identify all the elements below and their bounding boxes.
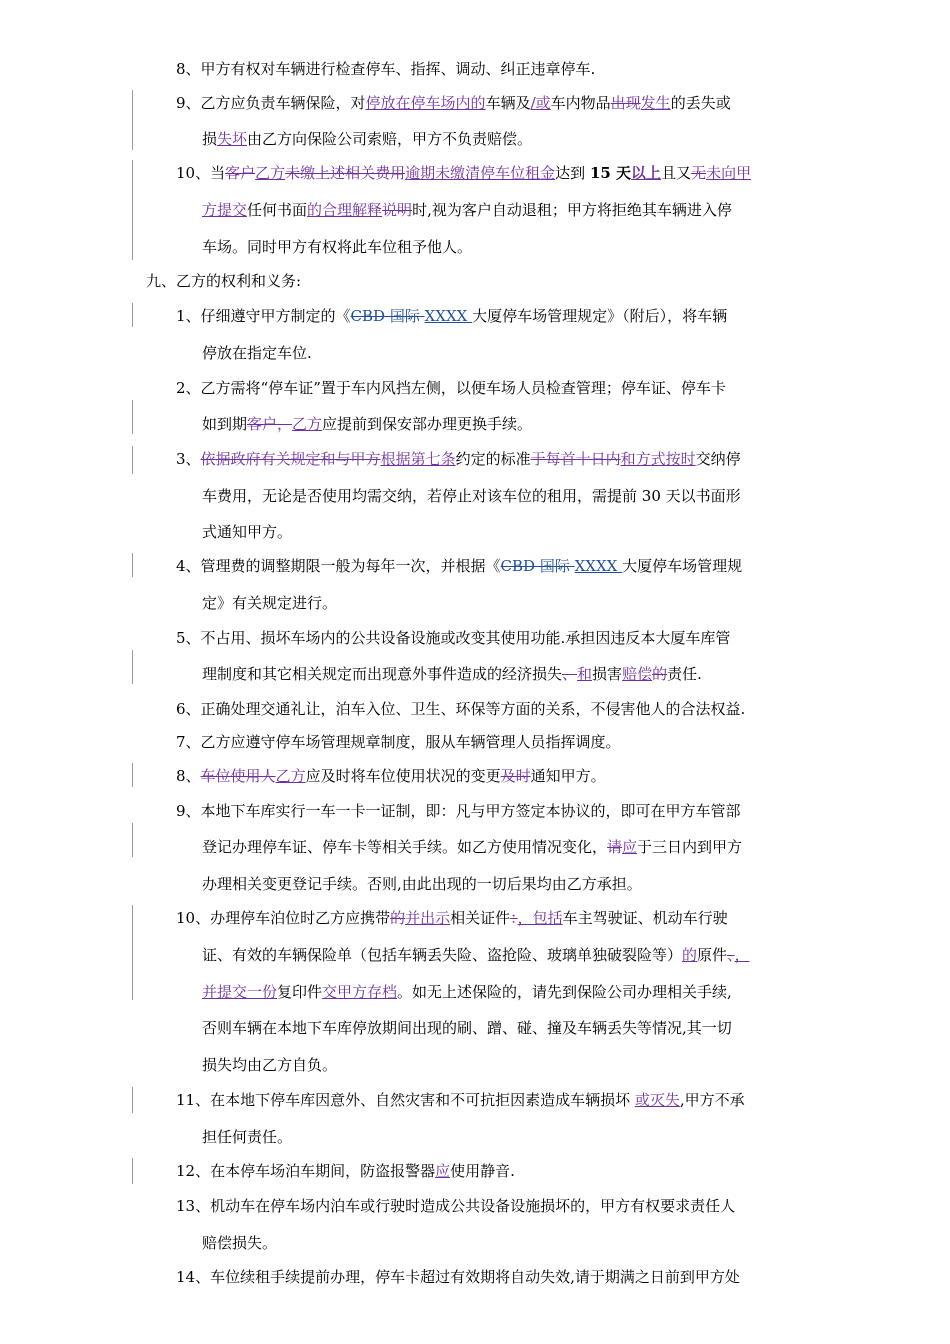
text-run: 约定的标准 xyxy=(455,450,531,468)
text-run: 应及时将车位使用状况的变更 xyxy=(305,767,501,785)
text-run: 任何书面 xyxy=(247,201,308,219)
text-run: 11、在本地下停车库因意外、自然灾害和不可抗拒因素造成车辆损坏 xyxy=(176,1091,635,1109)
deleted-text: 、 xyxy=(727,946,735,964)
text-line xyxy=(176,92,731,114)
inserted-text: 方提交 xyxy=(202,201,248,219)
inserted-text: 和方式按时 xyxy=(620,450,696,468)
text-run: 车场。同时甲方有权将此车位租予他人。 xyxy=(202,238,473,256)
deleted-text: 的 xyxy=(652,665,668,683)
deleted-text: CBD 国际 xyxy=(350,307,425,325)
deleted-text: ： xyxy=(510,909,518,927)
text-run: 且又 xyxy=(661,164,692,182)
text-run: 交纳停 xyxy=(695,450,741,468)
deleted-text: CBD 国际 xyxy=(500,557,575,575)
text-line xyxy=(176,377,726,399)
change-bar xyxy=(132,553,133,577)
inserted-text: 乙方 xyxy=(292,415,323,433)
text-line xyxy=(202,944,750,966)
text-line xyxy=(202,236,472,258)
text-line xyxy=(176,1266,740,1288)
text-line xyxy=(202,413,532,435)
text-line xyxy=(202,485,741,507)
text-line xyxy=(176,731,621,753)
inserted-text: 逾期未缴清停车位租金 xyxy=(405,164,556,182)
text-run: 通知甲方。 xyxy=(530,767,606,785)
text-line xyxy=(176,698,745,720)
text-line xyxy=(176,765,606,787)
text-line xyxy=(202,592,337,614)
change-bar xyxy=(132,400,133,434)
inserted-text: ， xyxy=(734,946,750,964)
text-line xyxy=(176,800,741,822)
change-bar xyxy=(132,905,133,1000)
text-line xyxy=(202,1054,337,1076)
text-run: 损失均由乙方自负。 xyxy=(202,1056,338,1074)
inserted-text: 和 xyxy=(577,665,593,683)
change-bar xyxy=(132,763,133,787)
text-run: 证、有效的车辆保险单（包括车辆丢失险、盗抢险、玻璃单独破裂险等） xyxy=(202,946,683,964)
text-run: 式通知甲方。 xyxy=(202,523,293,541)
text-line xyxy=(176,1089,745,1111)
text-run: 9、乙方应负责车辆保险，对 xyxy=(176,94,366,112)
text-run: 15 天 xyxy=(589,164,632,182)
text-run: 于三日内到甲方 xyxy=(637,838,743,856)
text-run: 使用静音. xyxy=(450,1162,515,1180)
text-run: 13、机动车在停车场内泊车或行驶时造成公共设备设施损坏的，甲方有权要求责任人 xyxy=(176,1197,736,1215)
text-line xyxy=(202,1017,732,1039)
text-run: 8、甲方有权对车辆进行检查停车、指挥、调动、纠正违章停车. xyxy=(176,60,596,78)
inserted-text: 应 xyxy=(435,1162,451,1180)
text-line xyxy=(202,873,642,895)
text-line xyxy=(176,448,741,470)
inserted-text: 以上 xyxy=(631,164,662,182)
inserted-text: 失坏 xyxy=(217,130,248,148)
text-run: 10、当 xyxy=(176,164,226,182)
text-run: 9、本地下车库实行一车一卡一证制，即：凡与甲方签定本协议的，即可在甲方车管部 xyxy=(176,802,741,820)
inserted-text: XXXX xyxy=(574,557,623,575)
text-run: 原件 xyxy=(697,946,728,964)
deleted-text: 客户， xyxy=(247,415,293,433)
inserted-text: XXXX xyxy=(424,307,473,325)
deleted-text: 、 xyxy=(562,665,578,683)
text-line xyxy=(202,836,742,858)
text-run: 责任. xyxy=(667,665,702,683)
deleted-text: 于每首十日内 xyxy=(530,450,621,468)
text-line xyxy=(202,128,532,150)
text-run: 担任何责任。 xyxy=(202,1128,293,1146)
inserted-text: 乙方 xyxy=(255,164,286,182)
text-run: 7、乙方应遵守停车场管理规章制度，服从车辆管理人员指挥调度。 xyxy=(176,733,621,751)
text-run: 否则车辆在本地下车库停放期间出现的刷、蹭、碰、撞及车辆丢失等情况,其一切 xyxy=(202,1019,732,1037)
text-run: 10、办理停车泊位时乙方应携带 xyxy=(176,909,391,927)
inserted-text: 的 xyxy=(682,946,698,964)
text-run: 应提前到保安部办理更换手续。 xyxy=(322,415,533,433)
text-line xyxy=(202,1232,277,1254)
text-line xyxy=(176,627,730,649)
text-run: 的丢失或 xyxy=(670,94,731,112)
text-run: 九、乙方的权利和义务: xyxy=(146,272,302,290)
text-run: 相关证件 xyxy=(450,909,511,927)
text-run: 理制度和其它相关规定而出现意外事件造成的经济损失 xyxy=(202,665,563,683)
inserted-text: 停放在停车场内的 xyxy=(365,94,486,112)
text-run: 大厦停车场管理规定》（附后），将车辆 xyxy=(472,307,728,325)
text-run: 时,视为客户自动退租；甲方将拒绝其车辆进入停 xyxy=(412,201,732,219)
inserted-text: 发生 xyxy=(640,94,671,112)
deleted-text: 出现 xyxy=(610,94,641,112)
text-run: 车费用，无论是否使用均需交纳，若停止对该车位的租用，需提前 30 天以书面形 xyxy=(202,487,741,505)
deleted-text: 客户 xyxy=(225,164,256,182)
text-line xyxy=(202,981,732,1003)
change-bar xyxy=(132,446,133,474)
text-line xyxy=(202,199,732,221)
inserted-text: /或 xyxy=(530,94,551,112)
text-run: 由乙方向保险公司索赔，甲方不负责赔偿。 xyxy=(247,130,533,148)
text-run: 办理相关变更登记手续。否则,由此出现的一切后果均由乙方承担。 xyxy=(202,875,642,893)
text-run: 车内物品 xyxy=(550,94,611,112)
text-run: 达到 xyxy=(555,164,590,182)
text-line xyxy=(202,521,292,543)
inserted-text: 根据第七条 xyxy=(380,450,456,468)
text-run: 6、正确处理交通礼让，泊车入位、卫生、环保等方面的关系，不侵害他人的合法权益. xyxy=(176,700,746,718)
inserted-text: ，包括 xyxy=(517,909,563,927)
text-run: 。如无上述保险的，请先到保险公司办理相关手续, xyxy=(397,983,732,1001)
text-line xyxy=(202,342,312,364)
text-line xyxy=(176,305,727,327)
change-bar xyxy=(132,823,133,857)
deleted-text: 车位使用人 xyxy=(200,767,276,785)
text-run: 损 xyxy=(202,130,218,148)
text-run: 损害 xyxy=(592,665,623,683)
text-line xyxy=(202,663,702,685)
inserted-text: 未向甲 xyxy=(706,164,752,182)
text-run: ,甲方不承 xyxy=(679,1091,745,1109)
inserted-text: 并出示 xyxy=(405,909,451,927)
text-run: 停放在指定车位. xyxy=(202,344,312,362)
text-line xyxy=(176,555,742,577)
text-run: 12、在本停车场泊车期间，防盗报警器 xyxy=(176,1162,436,1180)
text-run: 14、车位续租手续提前办理，停车卡超过有效期将自动失效,请于期满之日前到甲方处 xyxy=(176,1268,740,1286)
change-bar xyxy=(132,1087,133,1113)
text-run: 大厦停车场管理规 xyxy=(622,557,743,575)
change-bar xyxy=(132,650,133,684)
text-run: 定》有关规定进行。 xyxy=(202,594,338,612)
text-run: 复印件 xyxy=(277,983,323,1001)
inserted-text: 交甲方存档 xyxy=(322,983,398,1001)
deleted-text: 依据政府有关规定和与甲方 xyxy=(200,450,381,468)
inserted-text: 乙方 xyxy=(275,767,306,785)
text-run: 车辆及 xyxy=(485,94,531,112)
deleted-text: 无 xyxy=(691,164,707,182)
text-run: 登记办理停车证、停车卡等相关手续。如乙方使用情况变化， xyxy=(202,838,608,856)
deleted-text: 未缴上述相关费用 xyxy=(285,164,406,182)
change-bar xyxy=(132,303,133,327)
text-run: 车主驾驶证、机动车行驶 xyxy=(562,909,728,927)
text-line xyxy=(176,162,751,184)
inserted-text: 赔偿 xyxy=(622,665,653,683)
inserted-text: 的合理解释 xyxy=(307,201,383,219)
inserted-text: 或灭失 xyxy=(634,1091,680,1109)
deleted-text: 请 xyxy=(607,838,623,856)
change-bar xyxy=(132,90,133,150)
text-line xyxy=(202,1126,292,1148)
text-run: 如到期 xyxy=(202,415,248,433)
change-bar xyxy=(132,1158,133,1184)
deleted-text: 及时 xyxy=(500,767,531,785)
deleted-text: 的 xyxy=(390,909,406,927)
text-line xyxy=(176,907,728,929)
change-bar xyxy=(132,160,133,260)
text-line xyxy=(146,270,301,292)
inserted-text: 并提交一份 xyxy=(202,983,278,1001)
text-run: 3、 xyxy=(176,450,201,468)
text-run: 赔偿损失。 xyxy=(202,1234,278,1252)
text-run: 2、乙方需将“停车证”置于车内风挡左侧，以便车场人员检查管理；停车证、停车卡 xyxy=(176,379,726,397)
text-run: 5、不占用、损坏车场内的公共设备设施或改变其使用功能.承担因违反本大厦车库管 xyxy=(176,629,731,647)
deleted-text: 说明 xyxy=(382,201,413,219)
text-run: 8、 xyxy=(176,767,201,785)
text-line xyxy=(176,1160,515,1182)
inserted-text: 应 xyxy=(622,838,638,856)
text-line xyxy=(176,1195,735,1217)
text-line xyxy=(176,58,595,80)
text-run: 1、仔细遵守甲方制定的《 xyxy=(176,307,351,325)
text-run: 4、管理费的调整期限一般为每年一次，并根据《 xyxy=(176,557,501,575)
